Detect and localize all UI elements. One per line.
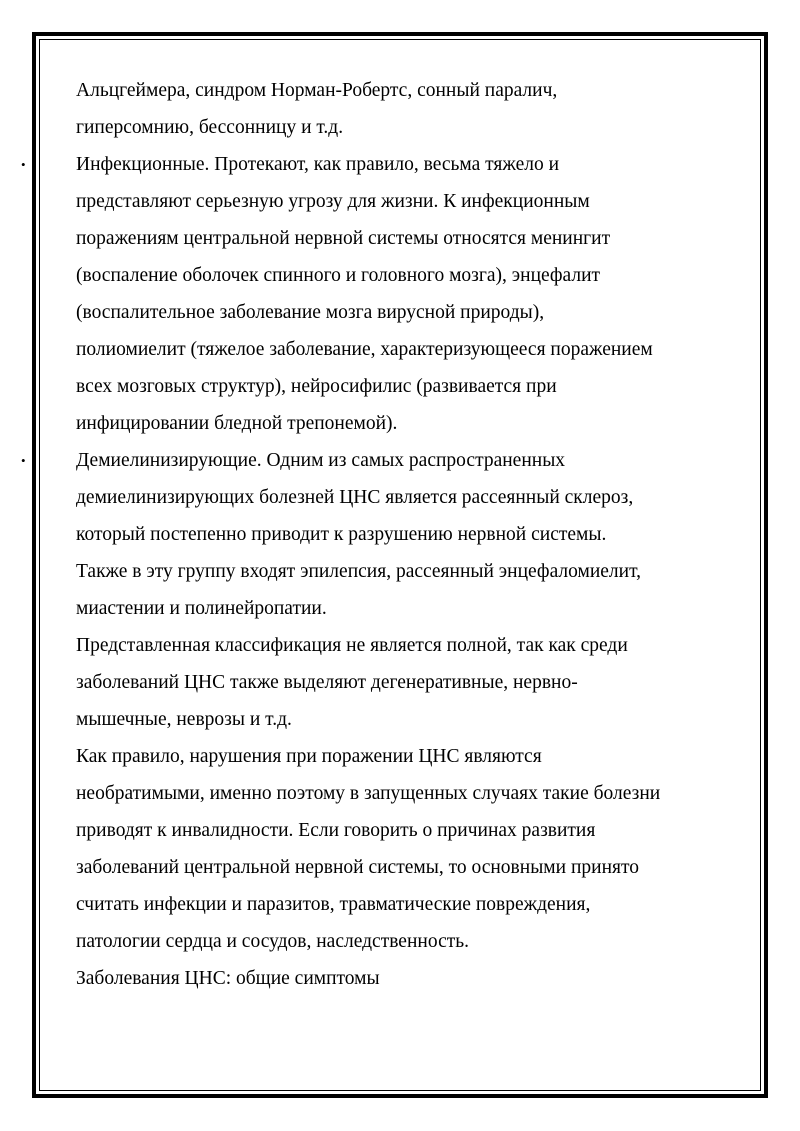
text-line: Демиелинизирующие. Одним из самых распространенных <box>76 450 566 471</box>
bullet-marker: • <box>21 157 26 172</box>
classification-paragraph <box>76 627 736 738</box>
causes-paragraph <box>76 738 736 960</box>
text-line: демиелинизирующих болезней ЦНС является рассеянный склероз, <box>76 487 634 508</box>
text-line: Также в эту группу входят эпилепсия, рассеянный энцефаломиелит, <box>76 561 642 582</box>
text-line: полиомиелит (тяжелое заболевание, характеризующееся поражением <box>76 339 653 360</box>
text-line: который постепенно приводит к разрушению нервной системы. <box>76 524 607 545</box>
text-line: патологии сердца и сосудов, наследственность. <box>76 931 470 952</box>
bullet-item-demyelinating <box>21 442 736 627</box>
bullet-marker: • <box>21 453 26 468</box>
text-line: заболеваний центральной нервной системы, то основными принято <box>76 857 639 878</box>
text-line: мышечные, неврозы и т.д. <box>76 709 292 730</box>
text-line: Как правило, нарушения при поражении ЦНС являются <box>76 746 542 767</box>
section-heading <box>76 960 736 997</box>
text-line: считать инфекции и паразитов, травматические повреждения, <box>76 894 591 915</box>
text-line: поражениям центральной нервной системы относятся менингит <box>76 228 611 249</box>
text-line: представляют серьезную угрозу для жизни. К инфекционным <box>76 191 590 212</box>
text-line: приводят к инвалидности. Если говорить о причинах развития <box>76 820 596 841</box>
bullet-item-infectious <box>21 146 736 442</box>
text-line: всех мозговых структур), нейросифилис (развивается при <box>76 376 557 397</box>
text-line: гиперсомнию, бессонницу и т.д. <box>76 117 344 138</box>
text-line: заболеваний ЦНС также выделяют дегенеративные, нервно- <box>76 672 578 693</box>
text-line: необратимыми, именно поэтому в запущенных случаях такие болезни <box>76 783 661 804</box>
text-line: миастении и полинейропатии. <box>76 598 327 619</box>
text-line: (воспалительное заболевание мозга вирусной природы), <box>76 302 545 323</box>
text-line: Инфекционные. Протекают, как правило, весьма тяжело и <box>76 154 560 175</box>
text-line: Альцгеймера, синдром Норман-Робертс, сонный паралич, <box>76 80 558 101</box>
document-body <box>21 72 736 997</box>
text-line: Представленная классификация не является полной, так как среди <box>76 635 628 656</box>
continuation-paragraph <box>76 72 736 146</box>
text-line: (воспаление оболочек спинного и головного мозга), энцефалит <box>76 265 601 286</box>
text-line: инфицировании бледной трепонемой). <box>76 413 398 434</box>
section-heading-text: Заболевания ЦНС: общие симптомы <box>76 968 380 989</box>
